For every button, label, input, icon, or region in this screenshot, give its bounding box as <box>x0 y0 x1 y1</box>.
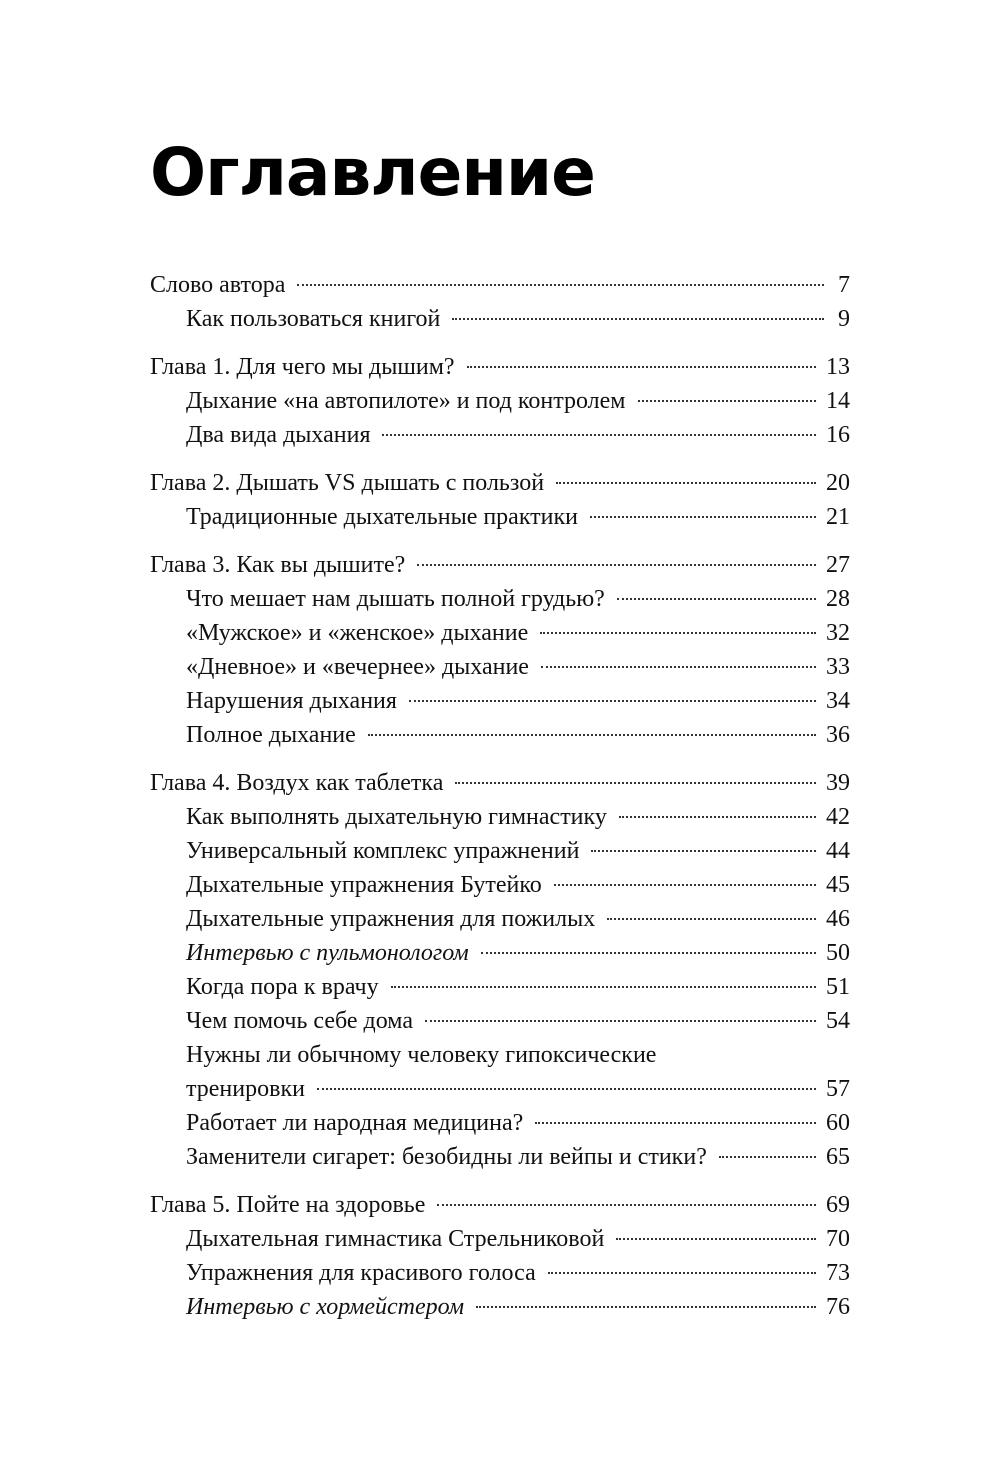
toc-entry-title: Дыхательная гимнастика Стрельниковой <box>186 1226 605 1252</box>
toc-entry[interactable] <box>150 1106 850 1140</box>
toc-entry[interactable] <box>150 500 850 534</box>
toc-entry-title: Традиционные дыхательные практики <box>186 504 579 530</box>
toc-entry-title: тренировки <box>186 1076 305 1102</box>
toc-entry-page: 32 <box>826 620 850 646</box>
toc-entry-title: Глава 3. Как вы дышите? <box>150 552 406 578</box>
toc-entry-chapter-4[interactable] <box>150 766 850 800</box>
toc-entry-page: 45 <box>826 872 850 898</box>
dot-leader <box>297 284 824 286</box>
toc-entry[interactable] <box>150 868 850 902</box>
toc-entry[interactable] <box>150 718 850 752</box>
toc-entry[interactable] <box>150 650 850 684</box>
toc-entry-page: 50 <box>826 940 850 966</box>
toc-entry-title: Как выполнять дыхательную гимнастику <box>186 804 607 830</box>
dot-leader <box>368 734 816 736</box>
dot-leader <box>425 1020 816 1022</box>
toc-entry-title: Слово автора <box>150 272 286 298</box>
toc-entry-page: 69 <box>826 1192 850 1218</box>
toc-entry-chapter-5[interactable] <box>150 1188 850 1222</box>
toc-entry-title: «Дневное» и «вечернее» дыхание <box>186 654 529 680</box>
toc-entry-page: 27 <box>826 552 850 578</box>
dot-leader <box>382 434 816 436</box>
toc-entry[interactable] <box>150 936 850 970</box>
toc-entry[interactable] <box>150 1256 850 1290</box>
dot-leader <box>437 1204 816 1206</box>
dot-leader <box>590 516 816 518</box>
toc-entry-first-line[interactable] <box>150 1038 850 1072</box>
table-of-contents <box>150 268 850 1324</box>
toc-entry-title: Когда пора к врачу <box>186 974 379 1000</box>
toc-entry-title: Глава 1. Для чего мы дышим? <box>150 354 455 380</box>
dot-leader <box>616 1238 816 1240</box>
toc-entry[interactable] <box>150 418 850 452</box>
toc-entry-title: Как пользоваться книгой <box>186 306 441 332</box>
toc-entry-title: Нарушения дыхания <box>186 688 397 714</box>
toc-entry-page: 51 <box>826 974 850 1000</box>
toc-entry-page: 60 <box>826 1110 850 1136</box>
toc-entry-page: 34 <box>826 688 850 714</box>
toc-entry-title: Дыхательные упражнения Бутейко <box>186 872 542 898</box>
dot-leader <box>548 1272 816 1274</box>
toc-entry-title: Полное дыхание <box>186 722 356 748</box>
dot-leader <box>719 1156 816 1158</box>
toc-entry[interactable] <box>150 800 850 834</box>
dot-leader <box>619 816 816 818</box>
toc-entry-page: 73 <box>826 1260 850 1286</box>
toc-entry-page: 9 <box>838 306 850 332</box>
toc-entry-author-foreword[interactable] <box>150 268 850 302</box>
toc-entry-chapter-3[interactable] <box>150 548 850 582</box>
toc-entry-page: 7 <box>838 272 850 298</box>
toc-entry-page: 65 <box>826 1144 850 1170</box>
toc-entry-title: Глава 5. Пойте на здоровье <box>150 1192 426 1218</box>
dot-leader <box>617 598 816 600</box>
dot-leader <box>317 1088 816 1090</box>
dot-leader <box>409 700 816 702</box>
toc-entry[interactable] <box>150 582 850 616</box>
toc-entry-page: 46 <box>826 906 850 932</box>
toc-entry-page: 76 <box>826 1294 850 1320</box>
toc-entry-continuation[interactable] <box>150 1072 850 1106</box>
dot-leader <box>554 884 816 886</box>
toc-entry-title: Интервью с пульмонологом <box>186 940 469 966</box>
dot-leader <box>556 482 816 484</box>
dot-leader <box>476 1306 816 1308</box>
toc-entry[interactable] <box>150 902 850 936</box>
dot-leader <box>607 918 816 920</box>
toc-entry-page: 13 <box>826 354 850 380</box>
toc-entry-title: Упражнения для красивого голоса <box>186 1260 536 1286</box>
toc-entry-title: Нужны ли обычному человеку гипоксические <box>186 1042 657 1068</box>
toc-entry-page: 28 <box>826 586 850 612</box>
toc-entry-title: Заменители сигарет: безобидны ли вейпы и стики? <box>186 1144 707 1170</box>
dot-leader <box>638 400 817 402</box>
toc-entry-page: 54 <box>826 1008 850 1034</box>
toc-entry[interactable] <box>150 616 850 650</box>
toc-entry-how-to-use[interactable] <box>150 302 850 336</box>
toc-entry[interactable] <box>150 384 850 418</box>
toc-entry-chapter-1[interactable] <box>150 350 850 384</box>
toc-entry-page: 14 <box>826 388 850 414</box>
dot-leader <box>452 318 824 320</box>
toc-entry-page: 33 <box>826 654 850 680</box>
toc-entry-title: Глава 2. Дышать VS дышать с пользой <box>150 470 545 496</box>
dot-leader <box>467 366 816 368</box>
toc-entry-page: 20 <box>826 470 850 496</box>
toc-entry[interactable] <box>150 970 850 1004</box>
dot-leader <box>540 632 816 634</box>
dot-leader <box>391 986 816 988</box>
toc-entry-page: 70 <box>826 1226 850 1252</box>
toc-entry-title: Чем помочь себе дома <box>186 1008 413 1034</box>
toc-entry[interactable] <box>150 1140 850 1174</box>
toc-entry[interactable] <box>150 1004 850 1038</box>
toc-entry-title: «Мужское» и «женское» дыхание <box>186 620 529 646</box>
toc-entry-title: Глава 4. Воздух как таблетка <box>150 770 444 796</box>
dot-leader <box>481 952 816 954</box>
toc-entry-title: Что мешает нам дышать полной грудью? <box>186 586 605 612</box>
toc-entry-title: Универсальный комплекс упражнений <box>186 838 580 864</box>
toc-entry-title: Дыхание «на автопилоте» и под контролем <box>186 388 626 414</box>
toc-entry[interactable] <box>150 1222 850 1256</box>
toc-entry-chapter-2[interactable] <box>150 466 850 500</box>
dot-leader <box>455 782 816 784</box>
toc-entry-page: 44 <box>826 838 850 864</box>
toc-entry-page: 21 <box>826 504 850 530</box>
toc-entry-title: Дыхательные упражнения для пожилых <box>186 906 596 932</box>
toc-entry[interactable] <box>150 834 850 868</box>
toc-entry-page: 36 <box>826 722 850 748</box>
toc-entry-title: Интервью с хормейстером <box>186 1294 465 1320</box>
page-title: Оглавление <box>150 134 595 211</box>
toc-entry-title: Работает ли народная медицина? <box>186 1110 524 1136</box>
dot-leader <box>417 564 816 566</box>
dot-leader <box>541 666 816 668</box>
toc-entry-page: 16 <box>826 422 850 448</box>
toc-entry-page: 39 <box>826 770 850 796</box>
dot-leader <box>535 1122 816 1124</box>
dot-leader <box>591 850 816 852</box>
toc-entry[interactable] <box>150 1290 850 1324</box>
toc-entry-page: 57 <box>826 1076 850 1102</box>
toc-entry-page: 42 <box>826 804 850 830</box>
toc-entry[interactable] <box>150 684 850 718</box>
toc-entry-title: Два вида дыхания <box>186 422 371 448</box>
